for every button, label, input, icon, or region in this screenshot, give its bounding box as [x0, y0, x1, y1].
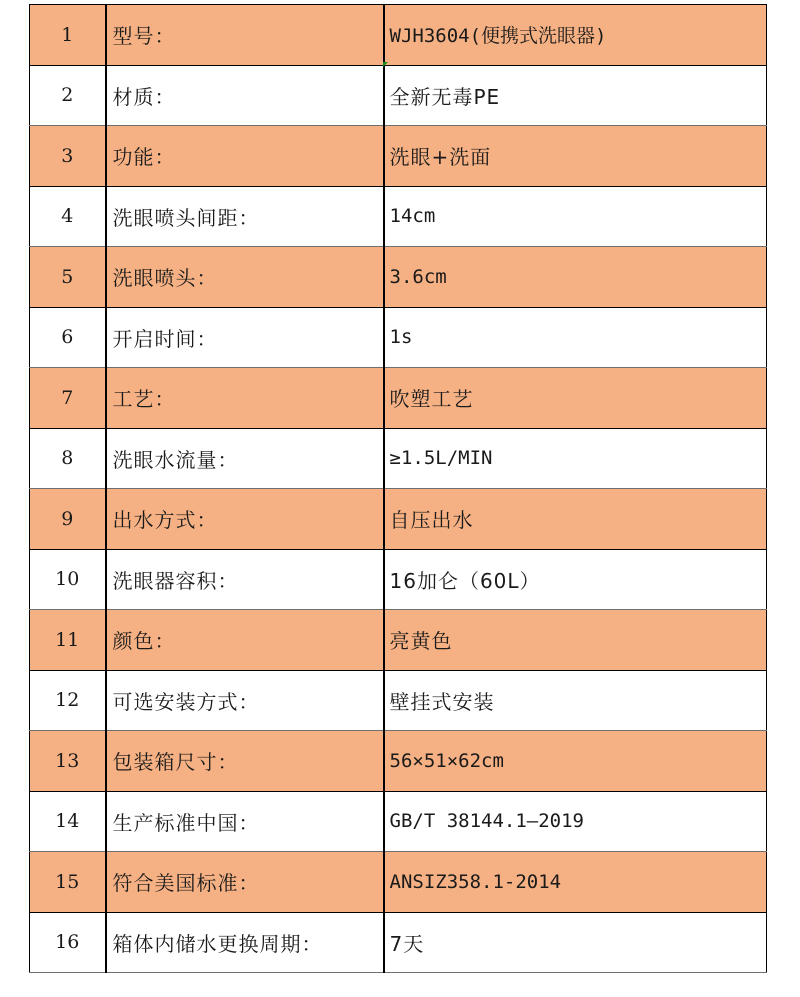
table-row	[30, 791, 767, 852]
row-label: 洗眼器容积：	[106, 549, 384, 610]
row-value: ≥1.5L/MIN	[384, 428, 767, 489]
row-number: 14	[30, 791, 106, 852]
row-value: 7天	[384, 912, 767, 973]
table-row	[30, 5, 767, 66]
spec-table	[29, 4, 767, 973]
row-value: 56×51×62cm	[384, 731, 767, 792]
row-number: 10	[30, 549, 106, 610]
row-number: 1	[30, 5, 106, 66]
row-value: GB/T 38144.1—2019	[384, 791, 767, 852]
row-label: 可选安装方式：	[106, 670, 384, 731]
row-label: 型号：	[106, 5, 384, 66]
table-row	[30, 186, 767, 247]
row-value: 壁挂式安装	[384, 670, 767, 731]
row-value: ANSIZ358.1-2014	[384, 852, 767, 913]
table-row	[30, 65, 767, 126]
row-value: 16加仑（60L）	[384, 549, 767, 610]
row-number: 8	[30, 428, 106, 489]
table-row	[30, 549, 767, 610]
row-number: 13	[30, 731, 106, 792]
row-label: 洗眼喷头间距：	[106, 186, 384, 247]
row-label: 功能：	[106, 126, 384, 187]
row-label: 工艺：	[106, 368, 384, 429]
row-value: 3.6cm	[384, 247, 767, 308]
table-row	[30, 368, 767, 429]
table-row	[30, 428, 767, 489]
row-number: 11	[30, 610, 106, 671]
row-label: 洗眼喷头：	[106, 247, 384, 308]
row-label: 符合美国标准：	[106, 852, 384, 913]
table-row	[30, 489, 767, 550]
spec-table-container	[29, 4, 766, 972]
cell-comment-marker-icon	[383, 62, 388, 67]
row-value: 全新无毒PE	[384, 65, 767, 126]
row-label: 生产标准中国：	[106, 791, 384, 852]
row-number: 9	[30, 489, 106, 550]
row-label: 箱体内储水更换周期：	[106, 912, 384, 973]
row-number: 7	[30, 368, 106, 429]
table-row	[30, 610, 767, 671]
row-label: 包装箱尺寸：	[106, 731, 384, 792]
row-label: 洗眼水流量：	[106, 428, 384, 489]
row-number: 16	[30, 912, 106, 973]
table-row	[30, 912, 767, 973]
row-value: 1s	[384, 307, 767, 368]
table-row	[30, 307, 767, 368]
row-label: 开启时间：	[106, 307, 384, 368]
row-value: 洗眼+洗面	[384, 126, 767, 187]
row-number: 4	[30, 186, 106, 247]
row-label: 材质：	[106, 65, 384, 126]
row-label: 颜色：	[106, 610, 384, 671]
row-number: 2	[30, 65, 106, 126]
row-number: 12	[30, 670, 106, 731]
row-number: 6	[30, 307, 106, 368]
row-value: 吹塑工艺	[384, 368, 767, 429]
row-value: WJH3604(便携式洗眼器)	[384, 5, 767, 66]
row-value: 14cm	[384, 186, 767, 247]
row-number: 5	[30, 247, 106, 308]
row-value: 亮黄色	[384, 610, 767, 671]
table-row	[30, 670, 767, 731]
row-value: 自压出水	[384, 489, 767, 550]
row-number: 15	[30, 852, 106, 913]
table-row	[30, 126, 767, 187]
row-label: 出水方式：	[106, 489, 384, 550]
table-row	[30, 852, 767, 913]
table-row	[30, 247, 767, 308]
row-number: 3	[30, 126, 106, 187]
table-row	[30, 731, 767, 792]
